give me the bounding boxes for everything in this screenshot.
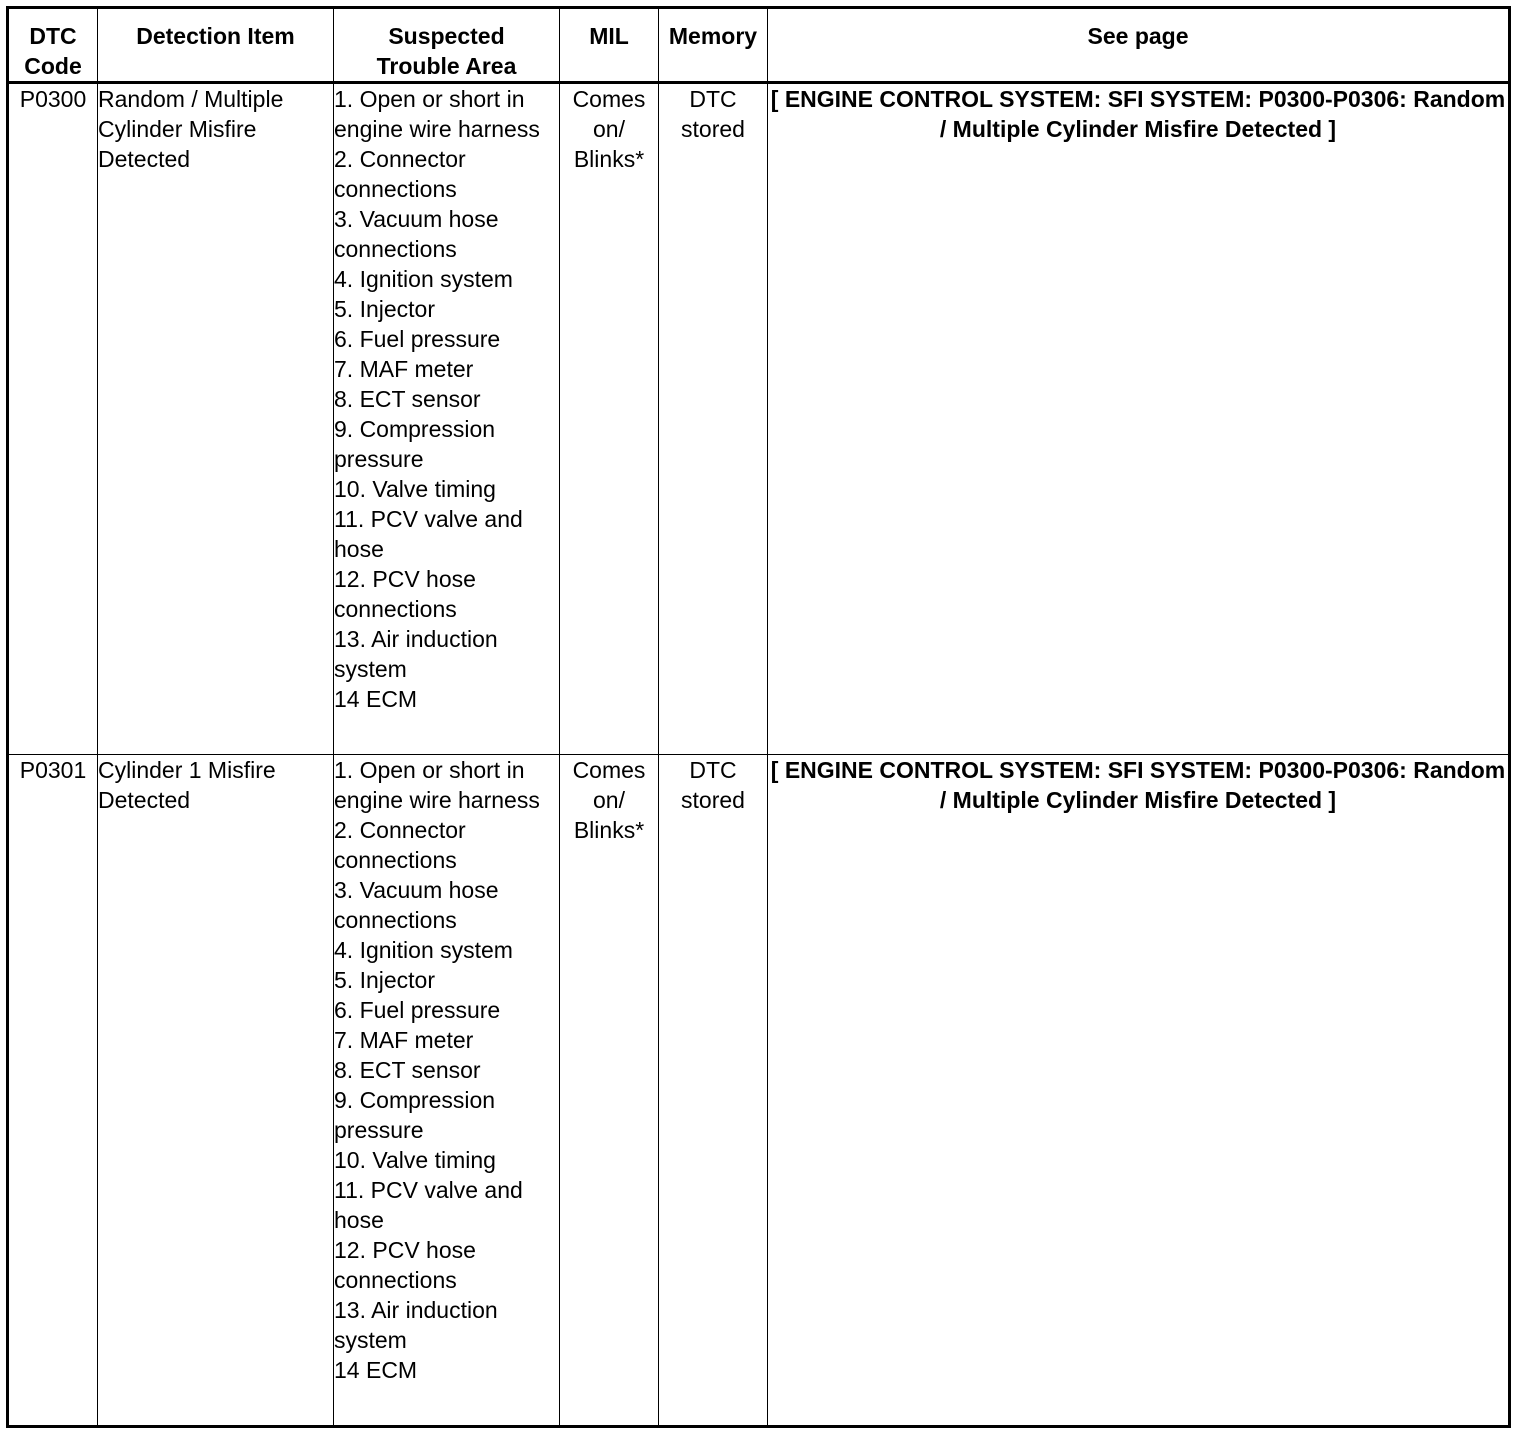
header-see-page: See page xyxy=(768,8,1510,83)
trouble-area-item: 4. Ignition system xyxy=(334,937,513,963)
trouble-area-item: 5. Injector xyxy=(334,296,435,322)
see-page-link[interactable]: [ ENGINE CONTROL SYSTEM: SFI SYSTEM: P0300-P0306: Random / Multiple Cylinder Misfire Detected ] xyxy=(768,755,1510,1427)
trouble-area-item: 4. Ignition system xyxy=(334,266,513,292)
trouble-area-item: 10. Valve timing xyxy=(334,476,496,502)
trouble-area-cell xyxy=(334,755,560,1427)
dtc-code-cell: P0300 xyxy=(8,83,98,755)
trouble-area-item: 1. Open or short in engine wire harness xyxy=(334,757,540,813)
trouble-area-item: 10. Valve timing xyxy=(334,1147,496,1173)
trouble-area-item: 14 ECM xyxy=(334,686,418,712)
trouble-area-item: 9. Compression pressure xyxy=(334,1087,496,1143)
trouble-area-item: 7. MAF meter xyxy=(334,1027,474,1053)
trouble-area-item: 13. Air induction system xyxy=(334,626,498,682)
see-page-link[interactable]: [ ENGINE CONTROL SYSTEM: SFI SYSTEM: P0300-P0306: Random / Multiple Cylinder Misfire Detected ] xyxy=(768,83,1510,755)
trouble-area-item: 3. Vacuum hose connections xyxy=(334,877,499,933)
header-suspected-trouble-area: Suspected Trouble Area xyxy=(334,8,560,83)
trouble-area-item: 2. Connector connections xyxy=(334,817,466,873)
table-header-row xyxy=(8,8,1510,83)
trouble-area-item: 3. Vacuum hose connections xyxy=(334,206,499,262)
trouble-area-item: 8. ECT sensor xyxy=(334,1057,481,1083)
dtc-table xyxy=(6,6,1511,1428)
trouble-area-item: 14 ECM xyxy=(334,1357,418,1383)
trouble-area-item: 2. Connector connections xyxy=(334,146,466,202)
header-dtc-code: DTC Code xyxy=(8,8,98,83)
detection-item-cell: Cylinder 1 Misfire Detected xyxy=(98,755,334,1427)
trouble-area-item: 12. PCV hose connections xyxy=(334,1237,476,1293)
trouble-area-item: 7. MAF meter xyxy=(334,356,474,382)
table-row xyxy=(8,83,1510,755)
memory-cell: DTC stored xyxy=(659,83,768,755)
mil-cell: Comes on/ Blinks* xyxy=(560,755,659,1427)
trouble-area-item: 9. Compression pressure xyxy=(334,416,496,472)
trouble-area-cell xyxy=(334,83,560,755)
dtc-code-cell: P0301 xyxy=(8,755,98,1427)
trouble-area-item: 6. Fuel pressure xyxy=(334,326,501,352)
trouble-area-item: 8. ECT sensor xyxy=(334,386,481,412)
header-mil: MIL xyxy=(560,8,659,83)
trouble-area-item: 6. Fuel pressure xyxy=(334,997,501,1023)
table-row xyxy=(8,755,1510,1427)
trouble-area-item: 1. Open or short in engine wire harness xyxy=(334,86,540,142)
trouble-area-item: 5. Injector xyxy=(334,967,435,993)
header-memory: Memory xyxy=(659,8,768,83)
trouble-area-item: 12. PCV hose connections xyxy=(334,566,476,622)
header-detection-item: Detection Item xyxy=(98,8,334,83)
detection-item-cell: Random / Multiple Cylinder Misfire Detected xyxy=(98,83,334,755)
trouble-area-item: 13. Air induction system xyxy=(334,1297,498,1353)
mil-cell: Comes on/ Blinks* xyxy=(560,83,659,755)
memory-cell: DTC stored xyxy=(659,755,768,1427)
trouble-area-item: 11. PCV valve and hose xyxy=(334,506,523,562)
trouble-area-item: 11. PCV valve and hose xyxy=(334,1177,523,1233)
